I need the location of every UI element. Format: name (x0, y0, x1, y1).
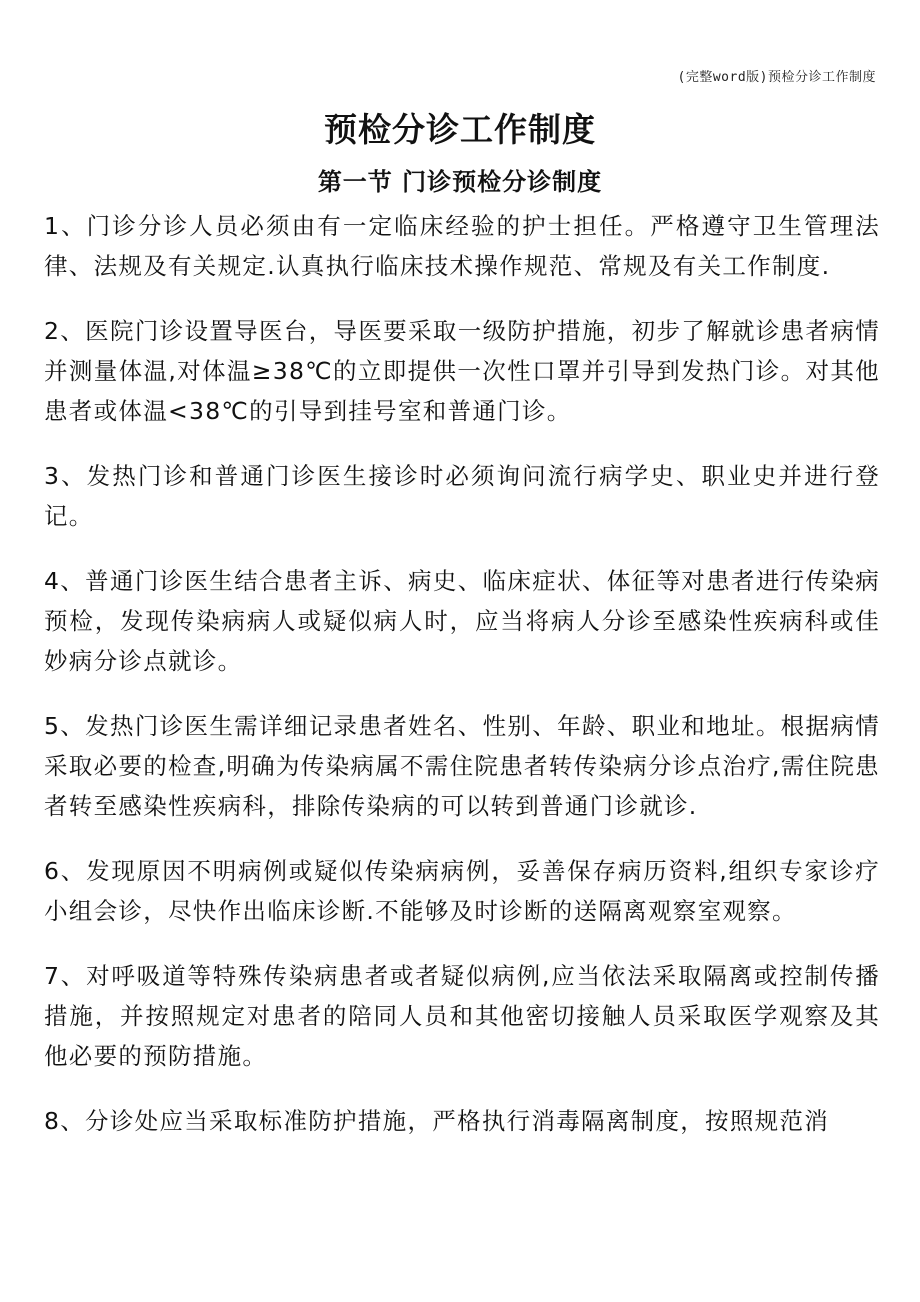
paragraph-4: 4、普通门诊医生结合患者主诉、病史、临床症状、体征等对患者进行传染病预检，发现传染病病人或疑似病人时，应当将病人分诊至感染性疾病科或佳妙病分诊点就诊。 (44, 567, 880, 675)
section-title: 第一节 门诊预检分诊制度 (317, 168, 603, 196)
paragraph-5: 5、发热门诊医生需详细记录患者姓名、性别、年龄、职业和地址。根据病情采取必要的检查,明确为传染病属不需住院患者转传染病分诊点治疗,需住院患者转至感染性疾病科，排除传染病的可以转到普通门诊就诊. (44, 712, 880, 820)
document-title: 预检分诊工作制度 (324, 110, 596, 149)
paragraph-1: 1、门诊分诊人员必须由有一定临床经验的护士担任。严格遵守卫生管理法律、法规及有关规定.认真执行临床技术操作规范、常规及有关工作制度. (44, 212, 880, 280)
paragraph-7: 7、对呼吸道等特殊传染病患者或者疑似病例,应当依法采取隔离或控制传播措施，并按照规定对患者的陪同人员和其他密切接触人员采取医学观察及其他必要的预防措施。 (44, 962, 880, 1070)
document-body (44, 206, 880, 1166)
paragraph-6: 6、发现原因不明病例或疑似传染病病例，妥善保存病历资料,组织专家诊疗小组会诊，尽快作出临床诊断.不能够及时诊断的送隔离观察室观察。 (44, 857, 880, 925)
paragraph-2: 2、医院门诊设置导医台，导医要采取一级防护措施，初步了解就诊患者病情并测量体温,对体温≥38℃的立即提供一次性口罩并引导到发热门诊。对其他患者或体温<38℃的引导到挂号室和普通门诊。 (44, 317, 880, 425)
paragraph-8: 8、分诊处应当采取标准防护措施，严格执行消毒隔离制度，按照规范消 (44, 1107, 830, 1135)
paragraph-3: 3、发热门诊和普通门诊医生接诊时必须询问流行病学史、职业史并进行登记。 (44, 462, 880, 530)
running-header: (完整word版)预检分诊工作制度 (677, 70, 876, 85)
